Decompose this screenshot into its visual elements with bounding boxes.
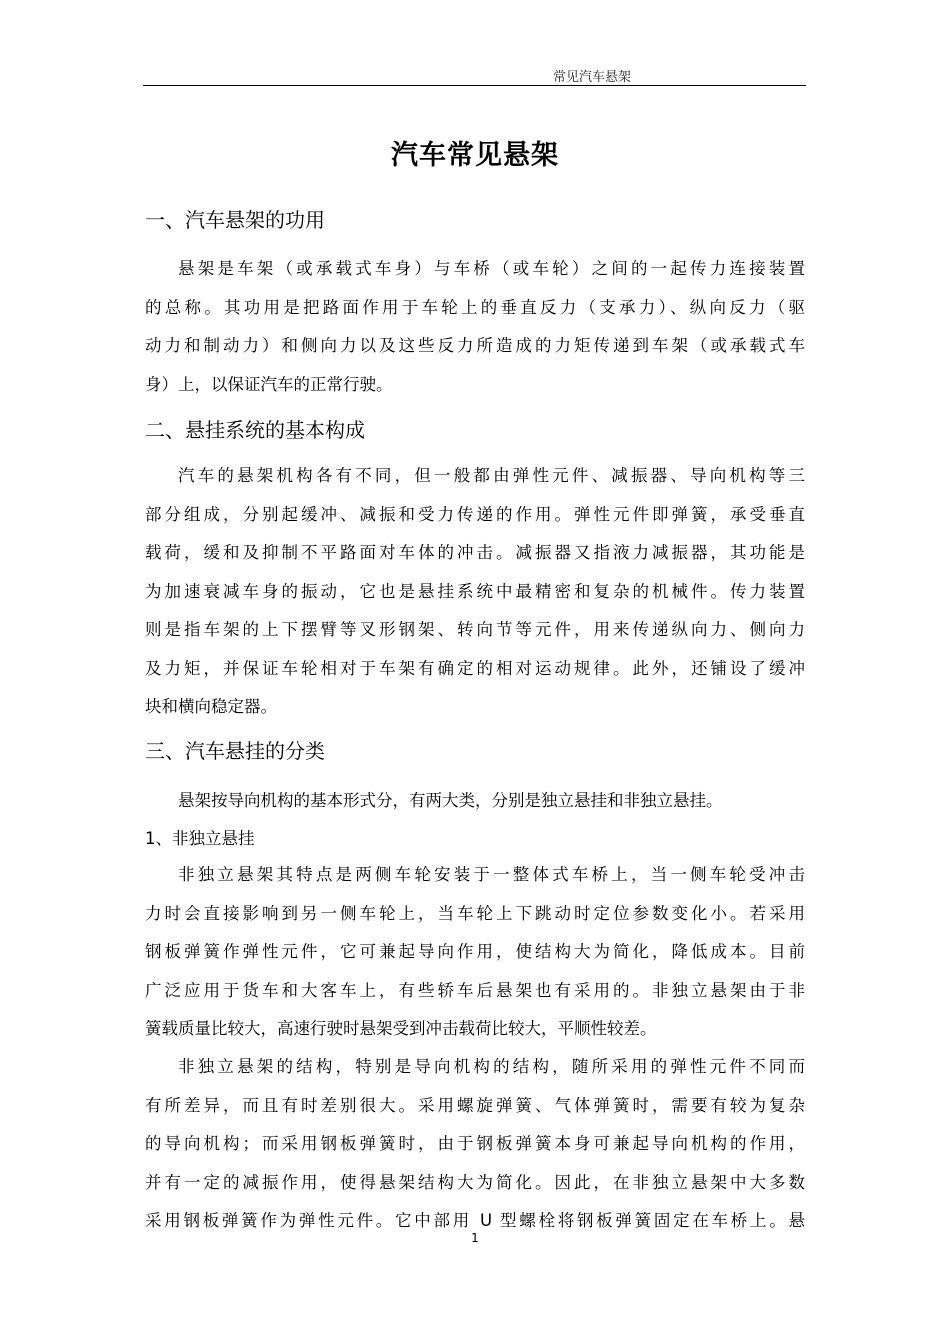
paragraph-line: 并有一定的减振作用，使得悬架结构大为简化。因此，在非独立悬架中大多数 (145, 1172, 805, 1192)
paragraph-line: 的导向机构；而采用钢板弹簧时，由于钢板弹簧本身可兼起导向机构的作用， (145, 1134, 805, 1153)
page-number: 1 (471, 1231, 479, 1245)
section-heading-1: 一、汽车悬架的功用 (145, 208, 325, 232)
paragraph-line: 身）上，以保证汽车的正常行驶。 (145, 374, 393, 394)
paragraph-line: 钢板弹簧作弹性元件，它可兼起导向作用，使结构大为简化，降低成本。目前 (145, 942, 805, 961)
section-2-paragraph (145, 457, 805, 727)
paragraph-line: 载荷，缓和及抑制不平路面对车体的冲击。减振器又指液力减振器，其功能是 (145, 543, 805, 562)
paragraph-line: 块和横向稳定器。 (145, 697, 277, 716)
paragraph-line: 非独立悬架的结构，特别是导向机构的结构，随所采用的弹性元件不同而 (178, 1057, 805, 1076)
section-heading-3: 三、汽车悬挂的分类 (145, 739, 325, 763)
paragraph-line: 采用钢板弹簧作为弹性元件。它中部用 U 型螺栓将钢板弹簧固定在车桥上。悬 (145, 1211, 805, 1230)
paragraph-line: 有所差异，而且有时差别很大。采用螺旋弹簧、气体弹簧时，需要有较为复杂 (145, 1095, 805, 1115)
subheading-non-independent-suspension: 1、非独立悬挂 (145, 829, 255, 848)
section-1-paragraph (145, 250, 805, 404)
header-divider (143, 85, 806, 86)
paragraph-line: 汽车的悬架机构各有不同，但一般都由弹性元件、减振器、导向机构等三 (178, 466, 805, 485)
running-header-title: 常见汽车悬架 (553, 70, 632, 85)
section-heading-2: 二、悬挂系统的基本构成 (145, 418, 365, 442)
paragraph-line: 广泛应用于货车和大客车上，有些轿车后悬架也有采用的。非独立悬架由于非 (145, 980, 805, 1000)
paragraph-line: 的总称。其功用是把路面作用于车轮上的垂直反力（支承力）、纵向反力（驱 (145, 297, 805, 317)
section-3-paragraph-2 (145, 1048, 805, 1241)
paragraph-line: 悬架是车架（或承载式车身）与车桥（或车轮）之间的一起传力连接装置 (178, 259, 805, 278)
paragraph-line: 及力矩，并保证车轮相对于车架有确定的相对运动规律。此外，还铺设了缓冲 (145, 658, 805, 678)
section-3-intro (145, 782, 805, 821)
paragraph-line: 簧载质量比较大，高速行驶时悬架受到冲击载荷比较大，平顺性较差。 (145, 1019, 657, 1038)
paragraph-line: 非独立悬架其特点是两侧车轮安装于一整体式车桥上，当一侧车轮受冲击 (178, 865, 805, 884)
paragraph-line: 为加速衰减车身的振动，它也是悬挂系统中最精密和复杂的机械件。传力装置 (145, 581, 805, 601)
paragraph-line: 部分组成，分别起缓冲、减振和受力传递的作用。弹性元件即弹簧，承受垂直 (145, 504, 805, 524)
section-3-paragraph-1 (145, 856, 805, 1049)
paragraph-line: 悬架按导向机构的基本形式分，有两大类，分别是独立悬挂和非独立悬挂。 (178, 791, 723, 810)
paragraph-line: 动力和制动力）和侧向力以及这些反力所造成的力矩传递到车架（或承载式车 (145, 336, 805, 355)
document-title: 汽车常见悬架 (391, 140, 559, 171)
paragraph-line: 则是指车架的上下摆臂等叉形钢架、转向节等元件，用来传递纵向力、侧向力 (145, 620, 805, 639)
paragraph-line: 力时会直接影响到另一侧车轮上，当车轮上下跳动时定位参数变化小。若采用 (145, 903, 805, 923)
